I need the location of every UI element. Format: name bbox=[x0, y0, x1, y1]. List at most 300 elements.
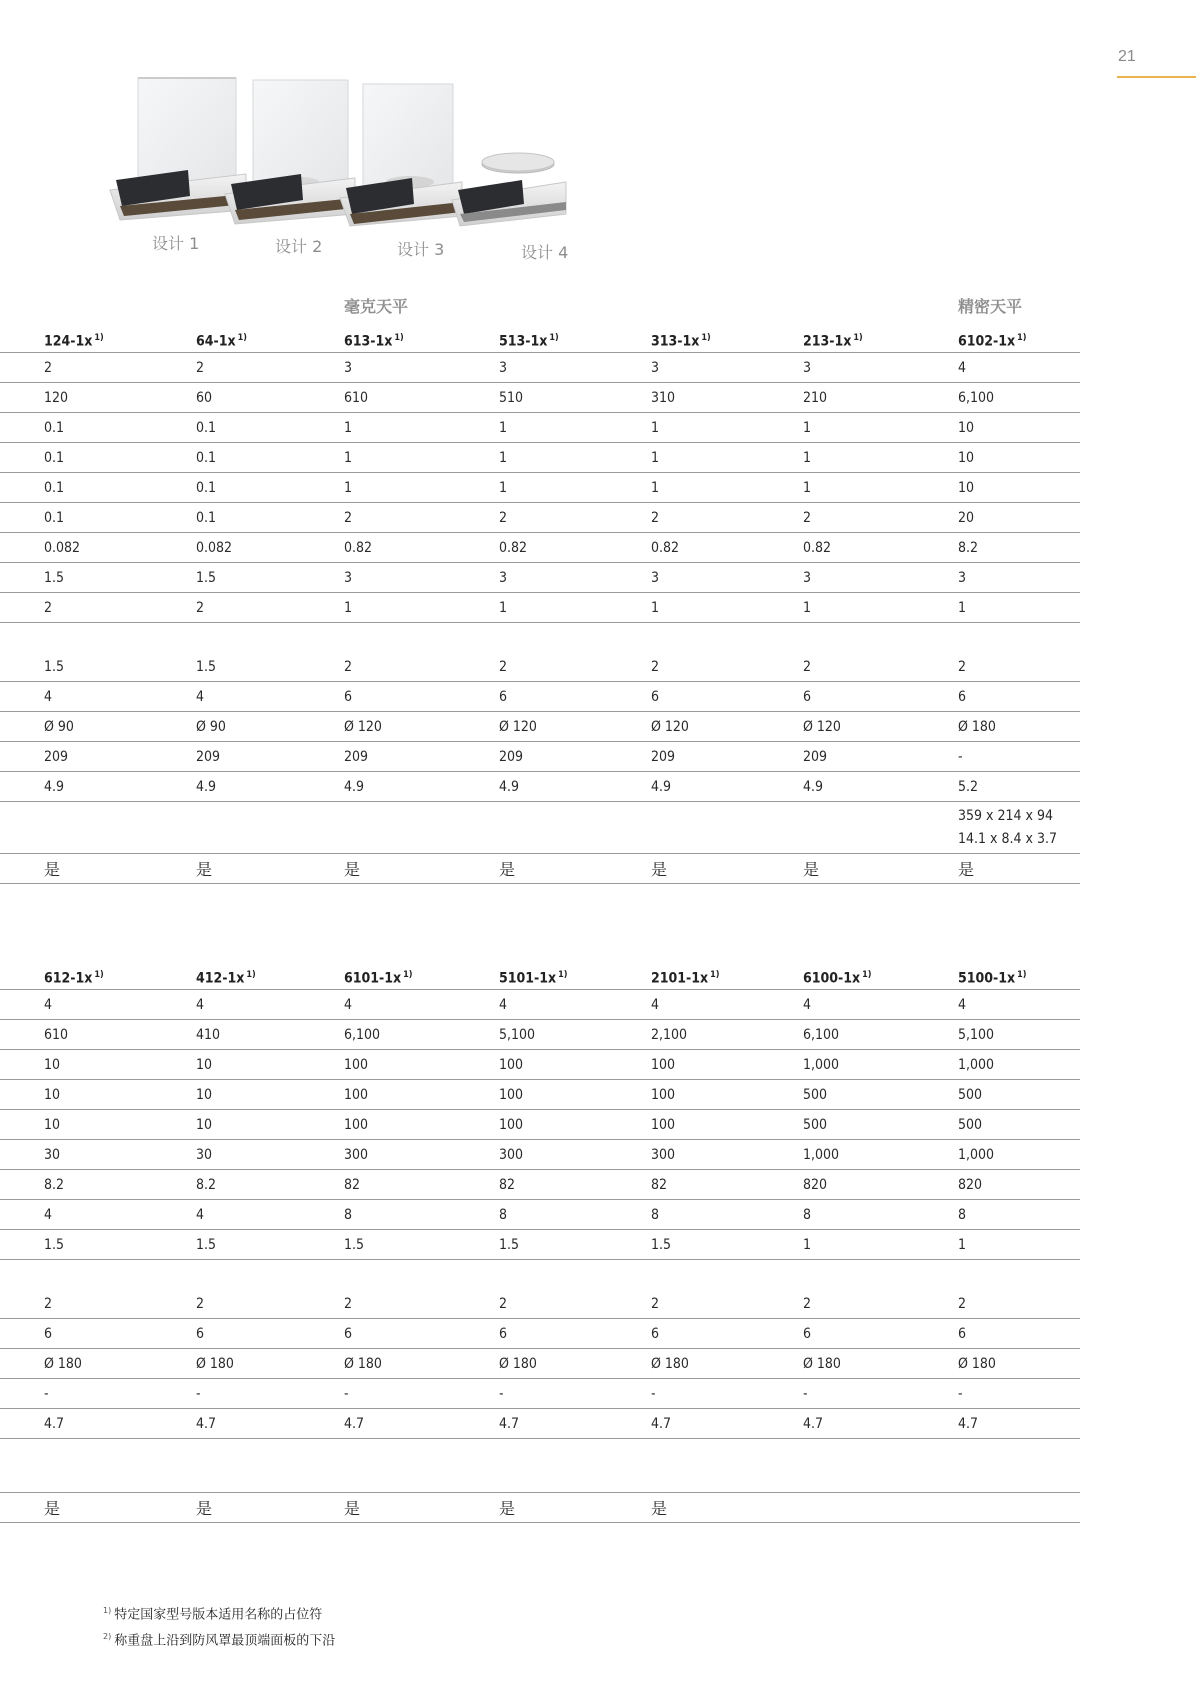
table-cell: 6 bbox=[958, 1319, 1080, 1349]
balance-design-1 bbox=[110, 78, 246, 220]
table-cell: 2 bbox=[344, 1260, 499, 1319]
table-row bbox=[0, 1050, 1080, 1080]
table-cell: 1,000 bbox=[958, 1140, 1080, 1170]
table-cell: 0.082 bbox=[44, 533, 196, 563]
balance-design-4 bbox=[452, 153, 566, 226]
table-cell: 5,100 bbox=[958, 1020, 1080, 1050]
table-cell: 4 bbox=[803, 990, 958, 1020]
table-cell: Ø 180 bbox=[803, 1349, 958, 1379]
table-cell: 4 bbox=[44, 990, 196, 1020]
table-cell: 209 bbox=[344, 742, 499, 772]
table-cell: 是 bbox=[44, 1493, 196, 1523]
table-cell: 100 bbox=[651, 1080, 803, 1110]
table-cell: 6 bbox=[651, 682, 803, 712]
table-cell: 3 bbox=[499, 353, 651, 383]
table-row bbox=[0, 1493, 1080, 1523]
table-cell: 2 bbox=[344, 503, 499, 533]
design-label-4: 设计 4 bbox=[521, 243, 569, 262]
table-cell: 1 bbox=[803, 413, 958, 443]
model-header: 5100-1x $^{1)}$ bbox=[958, 970, 1027, 987]
table-cell: 8 bbox=[499, 1200, 651, 1230]
row-spacer bbox=[0, 473, 44, 503]
table-cell: Ø 180 bbox=[499, 1349, 651, 1379]
table-cell: 4 bbox=[344, 990, 499, 1020]
table-cell: 100 bbox=[344, 1050, 499, 1080]
table-cell: 4.7 bbox=[344, 1409, 499, 1439]
table-row bbox=[0, 503, 1080, 533]
table-cell: 8.2 bbox=[958, 533, 1080, 563]
row-spacer bbox=[0, 1230, 44, 1260]
table-cell: 8.2 bbox=[196, 1170, 344, 1200]
table-cell: 100 bbox=[344, 1110, 499, 1140]
table-row bbox=[0, 533, 1080, 563]
table-cell: 是 bbox=[499, 854, 651, 884]
table-cell: 209 bbox=[196, 742, 344, 772]
table-cell: 4.7 bbox=[44, 1409, 196, 1439]
table-cell: 1 bbox=[803, 1230, 958, 1260]
balance-design-2 bbox=[225, 80, 355, 224]
table-cell: - bbox=[651, 1379, 803, 1409]
table-cell: 4.9 bbox=[44, 772, 196, 802]
footnote-1: $^{1)}$ 特定国家型号版本适用名称的占位符 bbox=[103, 1606, 323, 1623]
table-cell: - bbox=[344, 1379, 499, 1409]
table-cell: 1 bbox=[651, 593, 803, 623]
model-header: 5101-1x $^{1)}$ bbox=[499, 970, 568, 987]
table-cell: 1.5 bbox=[196, 1230, 344, 1260]
table-cell: - bbox=[803, 1379, 958, 1409]
table-cell: 0.1 bbox=[44, 413, 196, 443]
model-header: 6100-1x $^{1)}$ bbox=[803, 970, 872, 987]
table-cell: 1 bbox=[803, 473, 958, 503]
table-cell: Ø 120 bbox=[499, 712, 651, 742]
row-spacer bbox=[0, 772, 44, 802]
table-cell: 0.1 bbox=[44, 443, 196, 473]
table-cell: 100 bbox=[499, 1110, 651, 1140]
table-row bbox=[0, 772, 1080, 802]
table-cell: 2,100 bbox=[651, 1020, 803, 1050]
table-row bbox=[0, 1409, 1080, 1439]
table-cell: 3 bbox=[958, 563, 1080, 593]
table-cell bbox=[958, 1493, 1080, 1523]
table-cell: 2 bbox=[958, 623, 1080, 682]
table-row bbox=[0, 1319, 1080, 1349]
table-cell: 1.5 bbox=[196, 623, 344, 682]
table-row bbox=[0, 1379, 1080, 1409]
table-cell: 3 bbox=[803, 563, 958, 593]
table-cell: 10 bbox=[958, 473, 1080, 503]
table-row bbox=[0, 623, 1080, 682]
table-cell: 是 bbox=[196, 1493, 344, 1523]
table-cell: 0.82 bbox=[344, 533, 499, 563]
table-cell: 1 bbox=[499, 593, 651, 623]
table-cell: 6 bbox=[344, 1319, 499, 1349]
table-cell: 6,100 bbox=[803, 1020, 958, 1050]
table-cell: 4 bbox=[958, 990, 1080, 1020]
row-spacer bbox=[0, 563, 44, 593]
table-cell: 8 bbox=[958, 1200, 1080, 1230]
row-spacer bbox=[0, 1170, 44, 1200]
table-cell: 2 bbox=[344, 623, 499, 682]
row-spacer bbox=[0, 1260, 44, 1319]
table-cell: 4 bbox=[44, 682, 196, 712]
model-header: 6102-1x $^{1)}$ bbox=[958, 333, 1027, 350]
table-row bbox=[0, 593, 1080, 623]
table-cell: 1 bbox=[344, 593, 499, 623]
table-cell: 1 bbox=[344, 413, 499, 443]
table-cell: 是 bbox=[196, 854, 344, 884]
row-spacer bbox=[0, 1110, 44, 1140]
table-cell: 0.1 bbox=[196, 413, 344, 443]
table-cell: 4.9 bbox=[196, 772, 344, 802]
table-cell: Ø 180 bbox=[344, 1349, 499, 1379]
row-spacer bbox=[0, 712, 44, 742]
table-row bbox=[0, 1110, 1080, 1140]
design-label-1: 设计 1 bbox=[152, 234, 200, 253]
table-cell: 3 bbox=[803, 353, 958, 383]
row-spacer bbox=[0, 623, 44, 682]
table-cell: 2 bbox=[651, 623, 803, 682]
table-cell: 0.1 bbox=[196, 443, 344, 473]
table-cell: 是 bbox=[344, 854, 499, 884]
table-cell: 100 bbox=[499, 1080, 651, 1110]
row-spacer bbox=[0, 1140, 44, 1170]
table-cell: 2 bbox=[499, 623, 651, 682]
table-cell: 0.1 bbox=[44, 473, 196, 503]
table-cell: 2 bbox=[803, 1260, 958, 1319]
table-cell: 500 bbox=[803, 1110, 958, 1140]
table-cell: 0.1 bbox=[196, 503, 344, 533]
row-spacer bbox=[0, 1080, 44, 1110]
table-cell: Ø 180 bbox=[196, 1349, 344, 1379]
row-spacer bbox=[0, 1200, 44, 1230]
table-row bbox=[0, 413, 1080, 443]
table-cell: 2 bbox=[44, 593, 196, 623]
table-cell: 100 bbox=[651, 1050, 803, 1080]
table-row bbox=[0, 742, 1080, 772]
model-header: 613-1x $^{1)}$ bbox=[344, 333, 404, 350]
table-cell: 300 bbox=[499, 1140, 651, 1170]
table-row bbox=[0, 1349, 1080, 1379]
table-cell: 820 bbox=[803, 1170, 958, 1200]
table-cell: - bbox=[958, 1379, 1080, 1409]
table-cell: 4.7 bbox=[651, 1409, 803, 1439]
row-spacer bbox=[0, 1493, 44, 1523]
table-cell: 2 bbox=[803, 503, 958, 533]
table-cell: 30 bbox=[196, 1140, 344, 1170]
table-cell: 3 bbox=[344, 563, 499, 593]
table-cell: 500 bbox=[958, 1110, 1080, 1140]
table-cell: 1,000 bbox=[803, 1140, 958, 1170]
table-cell: 6,100 bbox=[344, 1020, 499, 1050]
table-cell: 500 bbox=[958, 1080, 1080, 1110]
table-cell: 8 bbox=[803, 1200, 958, 1230]
table-cell: 410 bbox=[196, 1020, 344, 1050]
table-cell: 310 bbox=[651, 383, 803, 413]
table-cell: 209 bbox=[499, 742, 651, 772]
table-row bbox=[0, 712, 1080, 742]
table-cell: 1 bbox=[499, 443, 651, 473]
table-cell: 210 bbox=[803, 383, 958, 413]
table-cell: 1 bbox=[958, 1230, 1080, 1260]
row-spacer bbox=[0, 1379, 44, 1409]
table-1-header-row bbox=[0, 318, 1080, 353]
table-cell: Ø 180 bbox=[958, 712, 1080, 742]
table-cell: 4.7 bbox=[958, 1409, 1080, 1439]
table-cell: 10 bbox=[44, 1050, 196, 1080]
table-cell: 610 bbox=[44, 1020, 196, 1050]
row-spacer bbox=[0, 1020, 44, 1050]
table-cell: 2 bbox=[651, 503, 803, 533]
table-row bbox=[0, 383, 1080, 413]
table-cell: 1 bbox=[499, 413, 651, 443]
table-2-header-row bbox=[0, 955, 1080, 990]
table-cell: 2 bbox=[499, 503, 651, 533]
table-cell: 1.5 bbox=[196, 563, 344, 593]
footnote-2: $^{2)}$ 称重盘上沿到防风罩最顶端面板的下沿 bbox=[103, 1632, 336, 1649]
table-cell: 是 bbox=[44, 854, 196, 884]
table-cell: 510 bbox=[499, 383, 651, 413]
table-cell: 1 bbox=[344, 473, 499, 503]
table-cell: 6 bbox=[651, 1319, 803, 1349]
table-cell: 5,100 bbox=[499, 1020, 651, 1050]
table-cell: 120 bbox=[44, 383, 196, 413]
table-cell: Ø 180 bbox=[44, 1349, 196, 1379]
table-row bbox=[0, 682, 1080, 712]
category-milligram: 毫克天平 bbox=[344, 297, 409, 316]
table-cell: 5.2 bbox=[958, 772, 1080, 802]
table-cell: 1.5 bbox=[44, 1230, 196, 1260]
table-cell: 2 bbox=[196, 1260, 344, 1319]
table-cell: 4.9 bbox=[344, 772, 499, 802]
table-cell: 1,000 bbox=[958, 1050, 1080, 1080]
table-cell: Ø 120 bbox=[344, 712, 499, 742]
table-cell: 是 bbox=[803, 854, 958, 884]
design-label-3: 设计 3 bbox=[397, 240, 445, 259]
table-cell: Ø 120 bbox=[651, 712, 803, 742]
table-cell: 1 bbox=[651, 443, 803, 473]
table-cell: 1 bbox=[499, 473, 651, 503]
table-cell: 0.82 bbox=[651, 533, 803, 563]
table-cell: 0.1 bbox=[44, 503, 196, 533]
dimensions-cell: 359 x 214 x 94 14.1 x 8.4 x 3.7 bbox=[958, 802, 1080, 854]
table-cell: 1 bbox=[344, 443, 499, 473]
table-cell: Ø 120 bbox=[803, 712, 958, 742]
table-cell: 是 bbox=[651, 854, 803, 884]
design-label-2: 设计 2 bbox=[275, 237, 323, 256]
row-spacer bbox=[0, 533, 44, 563]
row-spacer bbox=[0, 593, 44, 623]
table-cell: 1,000 bbox=[803, 1050, 958, 1080]
table-cell: - bbox=[499, 1379, 651, 1409]
table-row bbox=[0, 1080, 1080, 1110]
table-cell: 1.5 bbox=[44, 623, 196, 682]
table-cell: 2 bbox=[44, 353, 196, 383]
spec-table-2 bbox=[0, 955, 1080, 1523]
row-spacer bbox=[0, 1050, 44, 1080]
table-cell: 82 bbox=[344, 1170, 499, 1200]
table-cell: 610 bbox=[344, 383, 499, 413]
table-row bbox=[0, 443, 1080, 473]
model-header: 2101-1x $^{1)}$ bbox=[651, 970, 720, 987]
table-cell: 4.9 bbox=[499, 772, 651, 802]
table-cell: 6 bbox=[803, 1319, 958, 1349]
table-row bbox=[0, 990, 1080, 1020]
table-cell: Ø 90 bbox=[196, 712, 344, 742]
model-header: 64-1x $^{1)}$ bbox=[196, 333, 247, 350]
table-row bbox=[0, 473, 1080, 503]
table-cell: 3 bbox=[651, 353, 803, 383]
model-header: 313-1x $^{1)}$ bbox=[651, 333, 711, 350]
table-cell: 6 bbox=[499, 1319, 651, 1349]
table-row bbox=[0, 854, 1080, 884]
row-spacer bbox=[0, 353, 44, 383]
table-cell: 2 bbox=[44, 1260, 196, 1319]
table-row bbox=[0, 1170, 1080, 1200]
table-cell: 4 bbox=[651, 990, 803, 1020]
row-spacer bbox=[0, 682, 44, 712]
table-cell: 3 bbox=[499, 563, 651, 593]
row-spacer bbox=[0, 1409, 44, 1439]
footnotes bbox=[103, 1600, 335, 1653]
table-cell: 1 bbox=[958, 593, 1080, 623]
table-row bbox=[0, 1260, 1080, 1319]
table-cell: 1.5 bbox=[499, 1230, 651, 1260]
row-spacer bbox=[0, 1319, 44, 1349]
spec-table-1 bbox=[0, 318, 1080, 884]
table-cell: 209 bbox=[44, 742, 196, 772]
table-cell: 2 bbox=[803, 623, 958, 682]
table-cell bbox=[803, 1493, 958, 1523]
table-cell: 4 bbox=[499, 990, 651, 1020]
row-spacer bbox=[0, 413, 44, 443]
table-cell: 0.1 bbox=[196, 473, 344, 503]
table-cell: 3 bbox=[651, 563, 803, 593]
table-cell: 60 bbox=[196, 383, 344, 413]
table-cell: 4.7 bbox=[196, 1409, 344, 1439]
table-cell: - bbox=[44, 1379, 196, 1409]
table-cell: 4 bbox=[958, 353, 1080, 383]
table-cell: 100 bbox=[651, 1110, 803, 1140]
table-cell: 4 bbox=[196, 990, 344, 1020]
table-cell: 是 bbox=[958, 854, 1080, 884]
table-row bbox=[0, 1140, 1080, 1170]
balance-design-3 bbox=[340, 84, 462, 226]
table-cell: 1.5 bbox=[651, 1230, 803, 1260]
table-cell: 10 bbox=[196, 1080, 344, 1110]
table-row bbox=[0, 1230, 1080, 1260]
table-cell: 10 bbox=[196, 1050, 344, 1080]
table-cell: 2 bbox=[499, 1260, 651, 1319]
table-cell: 1.5 bbox=[44, 563, 196, 593]
table-cell: 8 bbox=[344, 1200, 499, 1230]
table-cell: 2 bbox=[651, 1260, 803, 1319]
table-cell: 820 bbox=[958, 1170, 1080, 1200]
model-header: 612-1x $^{1)}$ bbox=[44, 970, 104, 987]
table-cell: 是 bbox=[344, 1493, 499, 1523]
table-row bbox=[0, 353, 1080, 383]
table-cell: 10 bbox=[958, 443, 1080, 473]
table-cell: 20 bbox=[958, 503, 1080, 533]
table-cell: 8.2 bbox=[44, 1170, 196, 1200]
table-cell: 8 bbox=[651, 1200, 803, 1230]
row-spacer bbox=[0, 1349, 44, 1379]
table-cell: 10 bbox=[958, 413, 1080, 443]
table-cell: 4.7 bbox=[499, 1409, 651, 1439]
table-row-dimensions bbox=[0, 802, 1080, 854]
table-cell: 6 bbox=[196, 1319, 344, 1349]
table-row bbox=[0, 1200, 1080, 1230]
model-header: 6101-1x $^{1)}$ bbox=[344, 970, 413, 987]
table-cell: 4.9 bbox=[651, 772, 803, 802]
page-number-accent-line bbox=[1117, 76, 1196, 78]
table-cell: - bbox=[958, 742, 1080, 772]
table-cell: 是 bbox=[499, 1493, 651, 1523]
table-cell: 1.5 bbox=[344, 1230, 499, 1260]
model-header: 513-1x $^{1)}$ bbox=[499, 333, 559, 350]
table-cell: 209 bbox=[651, 742, 803, 772]
table-cell: 100 bbox=[344, 1080, 499, 1110]
row-spacer bbox=[0, 990, 44, 1020]
table-cell: 6 bbox=[499, 682, 651, 712]
table-row bbox=[0, 1020, 1080, 1050]
table-cell: 1 bbox=[651, 413, 803, 443]
table-cell: 82 bbox=[651, 1170, 803, 1200]
table-cell: 2 bbox=[958, 1260, 1080, 1319]
table-cell: Ø 90 bbox=[44, 712, 196, 742]
table-cell: Ø 180 bbox=[651, 1349, 803, 1379]
table-cell: 0.82 bbox=[803, 533, 958, 563]
table-cell: 6 bbox=[958, 682, 1080, 712]
row-spacer bbox=[0, 854, 44, 884]
category-precision: 精密天平 bbox=[958, 297, 1023, 316]
table-cell: 6,100 bbox=[958, 383, 1080, 413]
table-cell: 500 bbox=[803, 1080, 958, 1110]
page-number: 21 bbox=[1118, 48, 1136, 65]
table-cell: 3 bbox=[344, 353, 499, 383]
table-cell: 1 bbox=[803, 593, 958, 623]
table-cell: Ø 180 bbox=[958, 1349, 1080, 1379]
table-cell: 6 bbox=[803, 682, 958, 712]
model-header: 124-1x $^{1)}$ bbox=[44, 333, 104, 350]
table-cell: 1 bbox=[803, 443, 958, 473]
table-cell: 300 bbox=[651, 1140, 803, 1170]
table-cell: 300 bbox=[344, 1140, 499, 1170]
table-cell: 0.82 bbox=[499, 533, 651, 563]
table-cell: 10 bbox=[44, 1080, 196, 1110]
table-cell: - bbox=[196, 1379, 344, 1409]
table-cell: 6 bbox=[44, 1319, 196, 1349]
table-cell: 0.082 bbox=[196, 533, 344, 563]
table-cell: 4 bbox=[196, 1200, 344, 1230]
table-cell: 4.9 bbox=[803, 772, 958, 802]
table-cell: 是 bbox=[651, 1493, 803, 1523]
table-cell: 6 bbox=[344, 682, 499, 712]
table-row-blank bbox=[0, 1439, 1080, 1493]
row-spacer bbox=[0, 383, 44, 413]
model-header: 213-1x $^{1)}$ bbox=[803, 333, 863, 350]
table-cell: 2 bbox=[196, 353, 344, 383]
table-cell: 10 bbox=[196, 1110, 344, 1140]
table-cell: 10 bbox=[44, 1110, 196, 1140]
table-cell: 100 bbox=[499, 1050, 651, 1080]
table-row bbox=[0, 563, 1080, 593]
table-cell: 1 bbox=[651, 473, 803, 503]
row-spacer bbox=[0, 443, 44, 473]
table-cell: 4 bbox=[44, 1200, 196, 1230]
table-cell: 30 bbox=[44, 1140, 196, 1170]
row-spacer bbox=[0, 503, 44, 533]
table-cell: 209 bbox=[803, 742, 958, 772]
